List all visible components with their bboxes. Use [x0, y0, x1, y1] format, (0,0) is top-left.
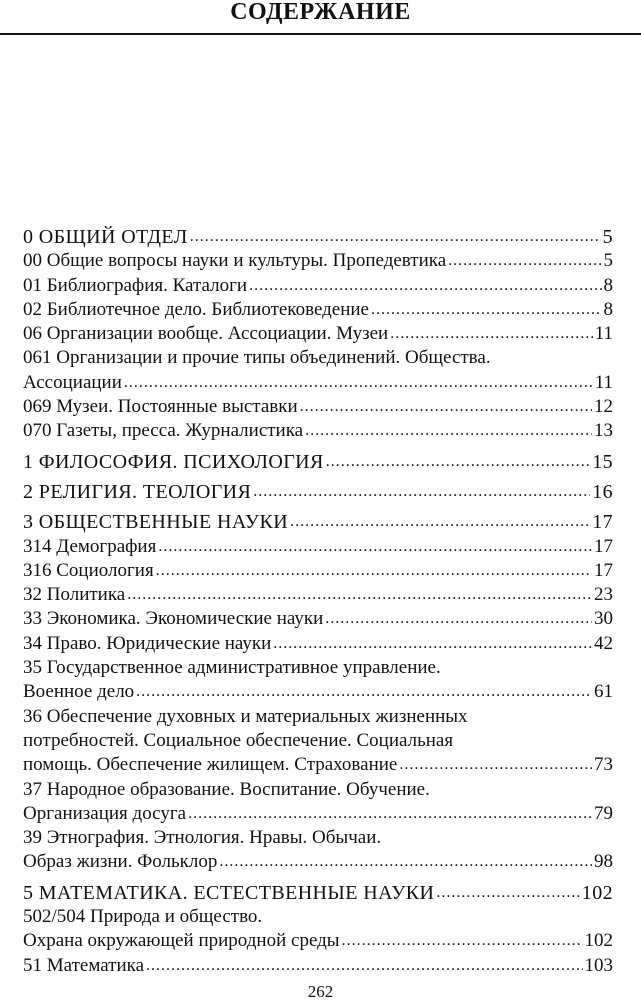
- toc-entry-row: [23, 559, 613, 583]
- page-title: СОДЕРЖАНИЕ: [230, 0, 411, 25]
- toc-entry-label: 01 Библиография. Каталоги: [23, 274, 248, 296]
- toc-entry: [23, 826, 613, 875]
- toc-entry-page: 17: [592, 511, 613, 534]
- toc-entry-label: 51 Математика: [23, 954, 145, 976]
- toc-entry-row: [23, 850, 613, 874]
- toc-entry-label: 070 Газеты, пресса. Журналистика: [23, 420, 304, 442]
- toc-entry-page: 98: [594, 851, 613, 873]
- dot-leader: [325, 607, 592, 631]
- toc-entry-label: 00 Общие вопросы науки и культуры. Пропедевтика: [23, 250, 447, 272]
- dot-leader: [253, 480, 590, 504]
- toc-entry-page: 17: [594, 535, 613, 557]
- dot-leader: [146, 954, 582, 978]
- toc-entry: [23, 778, 613, 827]
- dot-leader: [399, 753, 592, 777]
- toc-entry-page: 73: [594, 754, 613, 776]
- toc-entry: [23, 583, 613, 607]
- toc-entry-row: [23, 607, 613, 631]
- toc-entry-line: потребностей. Социальное обеспечение. Социальная: [23, 729, 454, 751]
- toc-entry: [23, 656, 613, 705]
- toc-entry-label: 02 Библиотечное дело. Библиотековедение: [23, 298, 369, 320]
- toc-entry-row: [23, 510, 613, 534]
- toc-entry-label: Ассоциации: [23, 371, 122, 393]
- toc-entry-page: 23: [594, 584, 613, 606]
- dot-leader: [448, 249, 601, 273]
- toc-entry-label: 5 МАТЕМАТИКА. ЕСТЕСТВЕННЫЕ НАУКИ: [23, 881, 435, 904]
- dot-leader: [371, 298, 602, 322]
- toc-entry-row: [23, 632, 613, 656]
- toc-entry-line: 35 Государственное административное управление.: [23, 657, 441, 679]
- toc-entry-page: 5: [603, 250, 613, 272]
- toc-entry-line: 39 Этнография. Этнология. Нравы. Обычаи.: [23, 827, 382, 849]
- toc-entry-row: [23, 929, 613, 953]
- toc-entry-page: 61: [594, 681, 613, 703]
- toc-entry-row: [23, 322, 613, 346]
- toc-entry-page: 102: [584, 930, 613, 952]
- toc-entry-row: [23, 881, 613, 905]
- toc-entry-row: [23, 249, 613, 273]
- toc-entry-page: 8: [603, 274, 613, 296]
- page-number: 262: [307, 982, 334, 1001]
- toc-entry-label: Образ жизни. Фольклор: [23, 851, 218, 873]
- dot-leader: [124, 371, 593, 395]
- toc-entry-label: 316 Социология: [23, 559, 154, 581]
- toc-entry-label: помощь. Обеспечение жилищем. Страхование: [23, 754, 398, 776]
- toc-entry-row: [23, 419, 613, 443]
- toc-entry-label: 314 Демография: [23, 535, 157, 557]
- toc-entry: [23, 559, 613, 583]
- toc-entry-row: [23, 371, 613, 395]
- toc-entry-page: 11: [594, 323, 613, 345]
- dot-leader: [342, 929, 583, 953]
- dot-leader: [136, 680, 592, 704]
- toc-entry: [23, 346, 613, 395]
- toc-entry: [23, 954, 613, 978]
- dot-leader: [305, 419, 592, 443]
- toc-entry-page: 13: [594, 420, 613, 442]
- dot-leader: [188, 802, 592, 826]
- toc-entry-label: 0 ОБЩИЙ ОТДЕЛ: [23, 226, 188, 248]
- toc-entry-page: 5: [602, 226, 613, 248]
- toc-entry-row: [23, 298, 613, 322]
- toc-entry-label: Военное дело: [23, 681, 135, 703]
- toc-entry-row: [23, 954, 613, 978]
- toc-entry-line: 36 Обеспечение духовных и материальных жизненных: [23, 705, 468, 727]
- toc-entry: [23, 395, 613, 419]
- table-of-contents: [23, 225, 613, 978]
- toc-entry: [23, 450, 613, 474]
- toc-entry: [23, 632, 613, 656]
- toc-entry-row: [23, 395, 613, 419]
- toc-entry-page: 12: [594, 396, 613, 418]
- toc-entry-line: 37 Народное образование. Воспитание. Обучение.: [23, 778, 430, 800]
- toc-entry-page: 102: [581, 881, 613, 904]
- toc-entry-page: 17: [594, 559, 613, 581]
- toc-entry: [23, 607, 613, 631]
- toc-entry: [23, 419, 613, 443]
- toc-entry-page: 11: [594, 371, 613, 393]
- toc-entry-label: 06 Организации вообще. Ассоциации. Музеи: [23, 323, 389, 345]
- dot-leader: [300, 395, 592, 419]
- dot-leader: [290, 510, 590, 534]
- dot-leader: [190, 225, 601, 249]
- toc-entry: [23, 249, 613, 273]
- dot-leader: [156, 559, 592, 583]
- toc-entry-row: [23, 583, 613, 607]
- toc-entry: [23, 535, 613, 559]
- toc-entry-line: 502/504 Природа и общество.: [23, 906, 263, 928]
- toc-entry: [23, 905, 613, 954]
- toc-entry-page: 16: [592, 480, 613, 503]
- toc-entry-page: 30: [594, 608, 613, 630]
- toc-entry: [23, 225, 613, 249]
- toc-entry-row: [23, 802, 613, 826]
- toc-entry-label: 1 ФИЛОСОФИЯ. ПСИХОЛОГИЯ: [23, 450, 324, 473]
- toc-entry-row: [23, 753, 613, 777]
- toc-entry-row: [23, 274, 613, 298]
- toc-entry-label: Охрана окружающей природной среды: [23, 930, 340, 952]
- toc-entry: [23, 510, 613, 534]
- dot-leader: [219, 850, 592, 874]
- toc-entry-label: 32 Политика: [23, 584, 126, 606]
- toc-entry-row: [23, 225, 613, 249]
- toc-entry: [23, 881, 613, 905]
- toc-entry: [23, 274, 613, 298]
- toc-entry-page: 103: [584, 954, 613, 976]
- dot-leader: [127, 583, 592, 607]
- page-header: [0, 0, 641, 35]
- dot-leader: [390, 322, 592, 346]
- toc-entry-label: Организация досуга: [23, 802, 187, 824]
- toc-entry-row: [23, 680, 613, 704]
- toc-entry-label: 33 Экономика. Экономические науки: [23, 608, 324, 630]
- toc-entry-page: 42: [594, 632, 613, 654]
- toc-entry: [23, 322, 613, 346]
- dot-leader: [326, 450, 590, 474]
- toc-entry-page: 15: [592, 450, 613, 473]
- dot-leader: [436, 881, 579, 905]
- dot-leader: [273, 632, 592, 656]
- toc-entry: [23, 298, 613, 322]
- toc-entry: [23, 480, 613, 504]
- toc-entry-page: 8: [603, 298, 613, 320]
- toc-entry-row: [23, 535, 613, 559]
- toc-entry: [23, 705, 613, 778]
- toc-entry-label: 2 РЕЛИГИЯ. ТЕОЛОГИЯ: [23, 480, 252, 503]
- toc-entry-label: 069 Музеи. Постоянные выставки: [23, 396, 298, 418]
- toc-entry-label: 34 Право. Юридические науки: [23, 632, 272, 654]
- toc-entry-label: 3 ОБЩЕСТВЕННЫЕ НАУКИ: [23, 511, 289, 534]
- dot-leader: [158, 535, 592, 559]
- toc-entry-row: [23, 450, 613, 474]
- toc-entry-line: 061 Организации и прочие типы объединений. Общества.: [23, 347, 491, 369]
- toc-entry-row: [23, 480, 613, 504]
- dot-leader: [249, 274, 601, 298]
- toc-entry-page: 79: [594, 802, 613, 824]
